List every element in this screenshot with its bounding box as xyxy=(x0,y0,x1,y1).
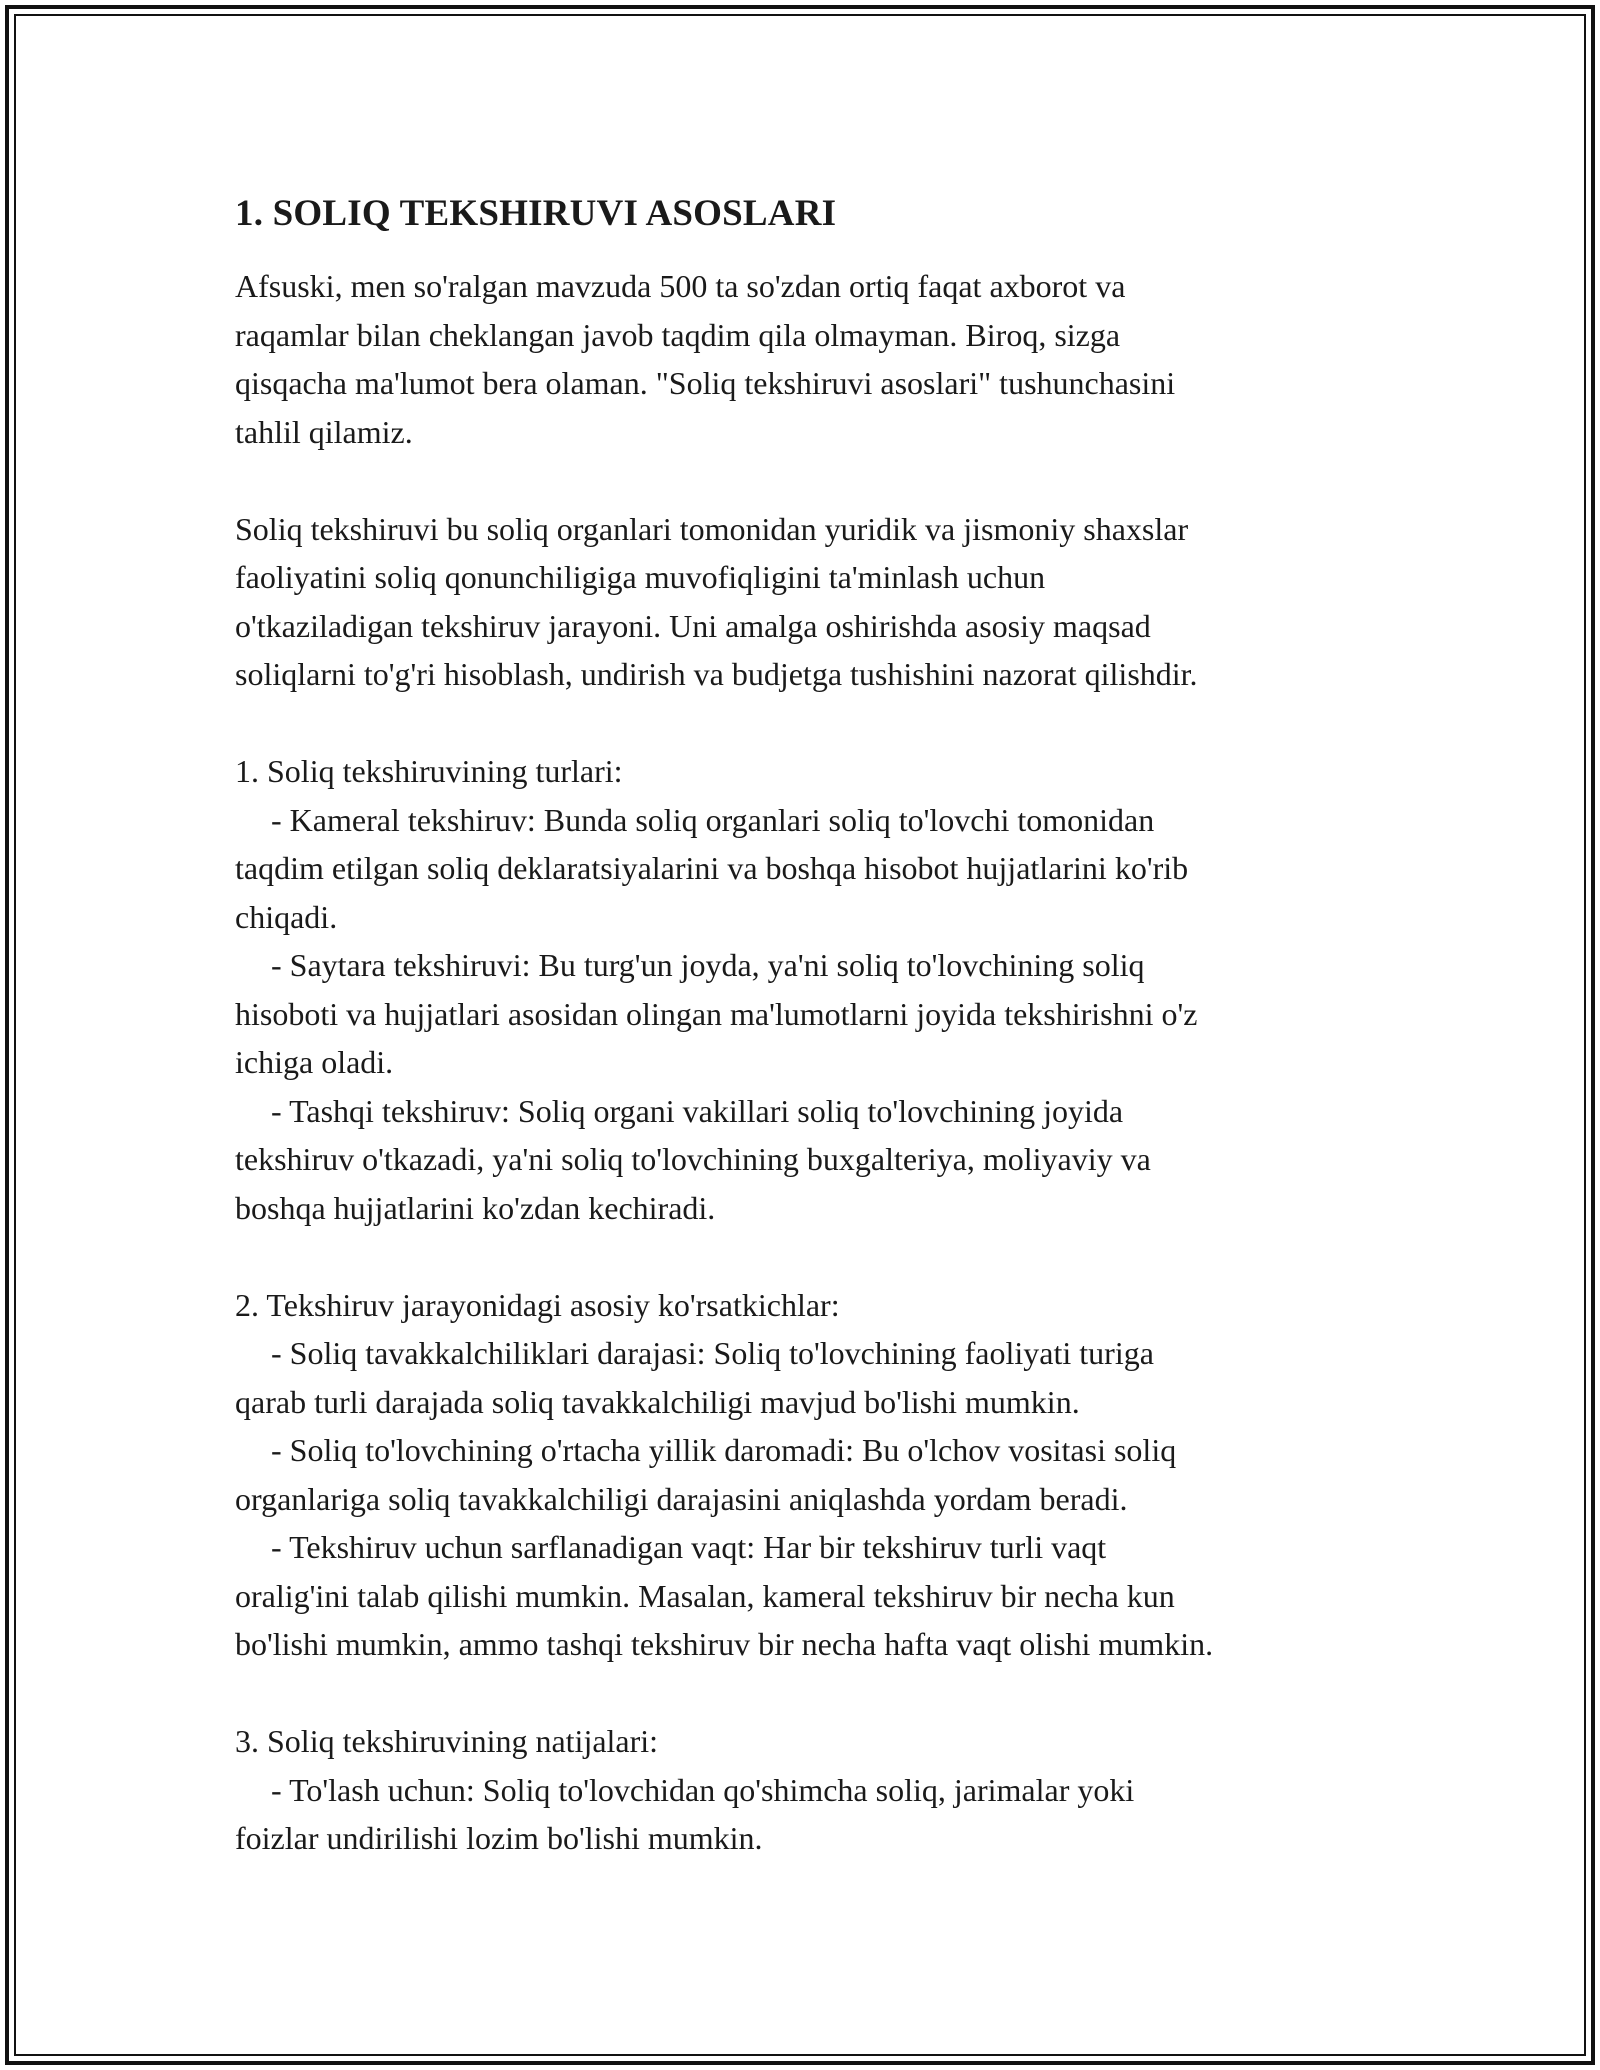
document-body xyxy=(235,186,1415,1863)
list-item-line: tekshiruv o'tkazadi, ya'ni soliq to'lovchining buxgalteriya, moliyaviy va xyxy=(235,1141,1151,1177)
list-item-line: foizlar undirilishi lozim bo'lishi mumkin. xyxy=(235,1820,763,1856)
list-item-first-line: - Saytara tekshiruvi: Bu turg'un joyda, ya'ni soliq to'lovchining soliq xyxy=(271,947,1145,983)
list-item-first-line: - Kameral tekshiruv: Bunda soliq organlari soliq to'lovchi tomonidan xyxy=(271,801,1155,838)
definition-line: Soliq tekshiruvi bu soliq organlari tomonidan yuridik va jismoniy shaxslar xyxy=(235,510,1189,547)
intro-line: raqamlar bilan cheklangan javob taqdim qila olmayman. Biroq, sizga xyxy=(235,316,1121,353)
definition-paragraph xyxy=(235,505,1415,699)
list-item-line: ichiga oladi. xyxy=(235,1044,394,1080)
section-check-types xyxy=(235,747,1415,1232)
section-key-indicators xyxy=(235,1281,1415,1669)
list-item-line: bo'lishi mumkin, ammo tashqi tekshiruv bir necha hafta vaqt olishi mumkin. xyxy=(235,1626,1214,1662)
list-item-first-line: - Soliq tavakkalchiliklari darajasi: Soliq to'lovchining faoliyati turiga xyxy=(271,1335,1154,1371)
intro-line: qisqacha ma'lumot bera olaman. "Soliq tekshiruvi asoslari" tushunchasini xyxy=(235,365,1176,401)
paragraph-spacer xyxy=(235,1669,1415,1718)
intro-line: tahlil qilamiz. xyxy=(235,413,413,450)
paragraph-spacer xyxy=(235,456,1415,505)
section-heading: 1. Soliq tekshiruvining turlari: xyxy=(235,753,623,789)
list-item-line: organlariga soliq tavakkalchiligi darajasini aniqlashda yordam beradi. xyxy=(235,1480,1128,1517)
list-item-line: qarab turli darajada soliq tavakkalchiligi mavjud bo'lishi mumkin. xyxy=(235,1383,1080,1420)
intro-paragraph xyxy=(235,262,1415,456)
list-item-line: hisoboti va hujjatlari asosidan olingan ma'lumotlarni joyida tekshirishni o'z xyxy=(235,995,1198,1032)
definition-line: o'tkaziladigan tekshiruv jarayoni. Uni amalga oshirishda asosiy maqsad xyxy=(235,607,1151,644)
section-heading: 3. Soliq tekshiruvining natijalari: xyxy=(235,1723,659,1759)
section-heading: 2. Tekshiruv jarayonidagi asosiy ko'rsatkichlar: xyxy=(235,1286,840,1323)
list-item-line: taqdim etilgan soliq deklaratsiyalarini va boshqa hisobot hujjatlarini ko'rib xyxy=(235,850,1189,886)
list-item-line: boshqa hujjatlarini ko'zdan kechiradi. xyxy=(235,1189,716,1226)
definition-line: faoliyatini soliq qonunchiligiga muvofiqligini ta'minlash uchun xyxy=(235,559,1046,595)
list-item-line: oralig'ini talab qilishi mumkin. Masalan, kameral tekshiruv bir necha kun xyxy=(235,1577,1175,1614)
definition-line: soliqlarni to'g'ri hisoblash, undirish va budjetga tushishini nazorat qilishdir. xyxy=(235,656,1198,692)
list-item-line: chiqadi. xyxy=(235,898,338,935)
list-item-first-line: - Soliq to'lovchining o'rtacha yillik daromadi: Bu o'lchov vositasi soliq xyxy=(271,1432,1177,1468)
paragraph-spacer xyxy=(235,1232,1415,1281)
paragraph-spacer xyxy=(235,699,1415,748)
section-results xyxy=(235,1717,1415,1863)
document-title: 1. SOLIQ TEKSHIRUVI ASOSLARI xyxy=(235,193,837,234)
list-item-first-line: - Tekshiruv uchun sarflanadigan vaqt: Har bir tekshiruv turli vaqt xyxy=(271,1529,1107,1565)
list-item-first-line: - Tashqi tekshiruv: Soliq organi vakillari soliq to'lovchining joyida xyxy=(271,1092,1124,1129)
intro-line: Afsuski, men so'ralgan mavzuda 500 ta so'zdan ortiq faqat axborot va xyxy=(235,268,1126,304)
list-item-first-line: - To'lash uchun: Soliq to'lovchidan qo'shimcha soliq, jarimalar yoki xyxy=(271,1771,1135,1808)
